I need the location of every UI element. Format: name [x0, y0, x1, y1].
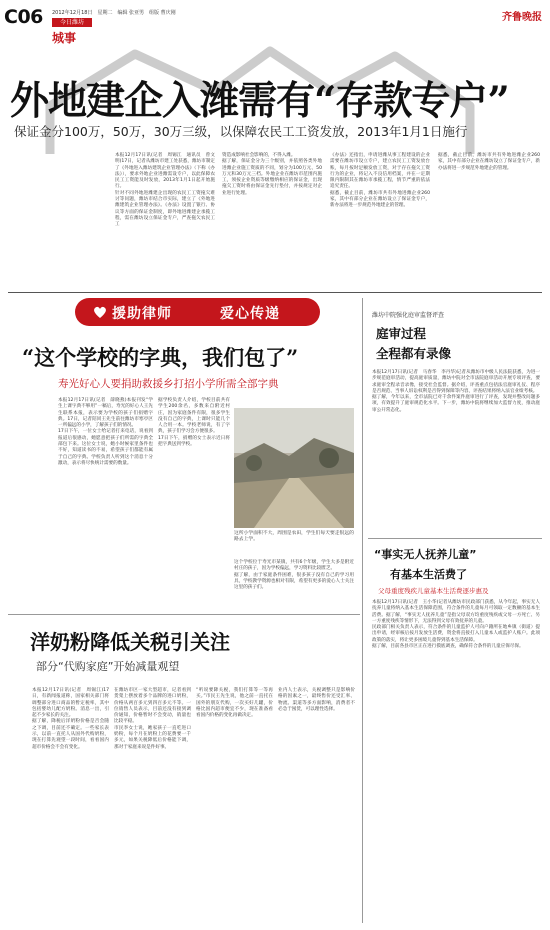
- story1-headline: 外地建企入潍需有“存款专户”: [10, 78, 509, 124]
- story1-col3-para2: 据悉，截止目前，潍坊市共有外地进潍企业260家，其中有部分企业在潍坊设立了保证金专户，新办法将进一步规范外地建企的管理。: [330, 190, 430, 209]
- story2-col2-para2: 17日下午，捐赠的女士表示近日将把字典送到学校。: [158, 435, 230, 448]
- story3-col1-para2: 据了解，降税后洋奶粉价格是否会随之下调，目前还不确定。一些家长表示，以前一直托人从国外代购奶粉，现在打算先观望一段时间，看看国内超市价格会不会有变化。: [32, 719, 109, 750]
- story1-col2-para2: 据了解，保证金分为三个级别，并依照各类外地进潍企业施工资质的不同，划分为100万元、50万元和30万元三档。外地企业在潍坊市范围内施工，须按企业资质等级缴纳相应的保证金，出现拖欠工资时将由保证金先行垫付，并按规定对企业进行处理。: [222, 159, 322, 196]
- story1-col1-para1: 本报12月17日讯(记者 周锡江 通讯员 曾文明)17日，记者从潍坊市建工处获悉，潍坊市制定了《外地进入潍坊建筑企业管理办法》（下称《办法》），要求外地企业进潍需设专户，以此保障农民工工资能及时发放，2013年1月1日起开始施行。: [115, 153, 215, 190]
- story3-column-2: [114, 688, 191, 751]
- side1-para1: 本报12月17日讯(记者 马春华 李丹华)记者从潍坊市中级人民法院获悉，为进一步规范庭审活动，提高庭审质量，潍坊中院对全市法院庭审活动开展专项评查，要求庭审全程录音录像，接受社会监督。据介绍，评查重点包括法官庭审礼仪、程序是否规范、当事人诉讼权利是否得到保障等内容，评查结果将纳入法官业绩考核。: [372, 370, 540, 394]
- story2-subhead: 寿光好心人要捐助救援乡打招小学所需全部字典: [58, 378, 279, 390]
- story2-column-2: [158, 398, 230, 448]
- story2-col1-para2: 17日下午，一位女士给记者打来电话，说看到报道后很感动，她愿意把孩子们所需的字典全部包下来。这位女士说，她小时候家里条件也不好，知道读书的不易，希望孩子们都能有属于自己的字典。学校负责人听到这个消息十分激动，表示将尽快统计需要的数量。: [58, 429, 153, 466]
- side2-para1: 本报12月17日讯(记者 王小华)记者从潍坊市民政部门获悉，从今年起，事实无人抚养儿童将纳入基本生活保障范围，符合条件的儿童每月可领取一定数额的基本生活费。据了解，“事实无人抚养儿童”是指父母双方均重度残疾或父母一方死亡、另一方重度残疾等情形下，无法得到父母有效抚养的儿童。: [372, 600, 540, 624]
- story1-col1-para2: 针对不同外地进潍建企出现的农民工工资拖欠难讨等问题，潍坊市结合市实际，建立了《外地进潍建筑企业管理办法》。《办法》设置了银行、协议等方面的保证金制度，即外地进潍建企承揽工程，需在潍坊设立保证金专户，严查拖欠农民工工: [115, 190, 215, 228]
- heart-icon: [92, 304, 108, 320]
- side1-headline-line2: 全程都有录像: [376, 346, 452, 361]
- sidebar-separator: [362, 298, 363, 923]
- story1-column-4: [438, 153, 540, 172]
- photo-caption: 这所小学面积不大，周围是农田，学生们每天要走很远的路去上学。: [234, 531, 354, 543]
- school-photo-image: [234, 408, 354, 528]
- side2-para2: 民政部门相关负责人表示，符合条件的儿童监护人可向户籍所在地乡镇（街道）提出申请，经审核后按月发放生活费，资金将直接打入儿童本人或监护人账户。此项政策的落实，将让更多困境儿童得到基本生活保障。: [372, 625, 540, 643]
- story3-col4-para1: 业内人士表示，关税调整只是影响价格的因素之一，最终售价还受汇率、物流、渠道等多方面影响，消费者不必急于囤货，可以理性选择。: [278, 688, 355, 712]
- side1-para2: 据了解，今年以来，全市法院已对千余件案件庭审进行了评查，发现并整改问题多项，有效提升了庭审规范化水平。下一步，潍坊中院将继续加大监督力度，推动庭审公开常态化。: [372, 395, 540, 413]
- story3-subhead: 部分“代购家庭”开始减量观望: [36, 660, 180, 673]
- side2-headline-line1: “事实无人抚养儿童”: [374, 548, 477, 561]
- page-code: C06: [4, 6, 43, 28]
- story3-column-4: [278, 688, 355, 713]
- story3-column-3: [196, 688, 273, 719]
- story1-column-1: [115, 153, 215, 229]
- side2-para3: 据了解，目前各县市区正在进行摸底调查，确保符合条件的儿童应保尽保。: [372, 644, 524, 650]
- story3-column-1: [32, 688, 109, 751]
- side2-subhead: 父母重度残疾儿童基本生活费逐步惠及: [378, 587, 489, 595]
- divider-after-story1: [8, 292, 542, 293]
- story2-column-3: [234, 560, 354, 591]
- story2-col2-para1: 据学校负责人介绍，学校目前共有学生200余名，多数来自附近村庄，因为家庭条件有限，很多学生没有自己的字典，上课时只能几个人合用一本。学校老师说，有了字典，孩子们学习会方便很多。: [158, 398, 230, 435]
- date-line: 2012年12月18日 星期二 编辑 张亚男 组版 曹庆刚: [52, 10, 176, 16]
- story2-col3-para1: 这个学校位于寿光市某镇，共有6个年级，学生大多是附近村庄的孩子，因为学校偏远，学习资料比较匮乏。: [234, 560, 354, 572]
- divider-after-story2: [8, 614, 360, 615]
- section-title: 城事: [52, 31, 77, 45]
- story1-column-2: [222, 153, 322, 197]
- school-photo: [234, 408, 354, 528]
- paper-logo: 齐鲁晚报: [502, 12, 542, 23]
- story3-headline: 洋奶粉降低关税引关注: [30, 630, 230, 654]
- story3-col1-para1: 本报12月17日讯(记者 周锡江)17日，有新闻报道称，国家相关部门将调整部分进口商品的暂定税率，其中包括婴幼儿配方奶粉。消息一出，引起不少家长的关注。: [32, 688, 109, 719]
- side1-body: [372, 370, 540, 414]
- story1-column-3: [330, 153, 430, 210]
- divider-side1-side2: [368, 538, 542, 539]
- story1-subhead: 保证金分100万，50万，30万三级，以保障农民工工资发放，2013年1月1日施行: [14, 124, 468, 139]
- side2-body: [372, 600, 540, 650]
- story1-col2-para1: 资造成影响社会影响的，不得入潍。: [222, 153, 296, 158]
- side1-kicker: 潍坊中院强化庭审监督评查: [372, 312, 445, 319]
- story3-col2-para2: 市民李女士说，她家孩子一直吃进口奶粉，每个月在奶粉上的花费要一千多元，如果关税降低后价格能下调，那对于家庭来说是件好事。: [114, 725, 191, 750]
- story3-col3-para1: “听说要降关税，我们打算等一等再买。”市民王先生说，他之前一直托在国外的朋友代购，一次买好几罐，价格比国内超市便宜不少，现在准备看看国内价格的变化再做决定。: [196, 688, 273, 719]
- side1-headline-line1: 庭审过程: [376, 326, 427, 341]
- story2-col1-para1: 本报12月17日讯(记者 薛晓燕)本报刊发“学生上课字典不够用”一稿后，寿光的好心人王先生联系本报，表示要为学校的孩子们捐赠字典。17日，记者陪同王先生前往潍坊市寒亭区一所偏远的小学，了解孩子们的情况。: [58, 398, 153, 429]
- banner-right-text: 爱心传递: [220, 306, 280, 322]
- banner-left-text: 援助律师: [112, 306, 172, 322]
- side2-headline-line2: 有基本生活费了: [390, 568, 467, 581]
- story2-col3-para2: 据了解，由于家庭条件困难，很多孩子没有自己的学习用具，学校教学资源也相对有限，希望有更多的爱心人士关注这里的孩子们。: [234, 572, 354, 591]
- story1-col4-para1: 据悉，截止目前，潍坊市共有外地进潍企业260家，其中有部分企业在潍坊设立了保证金专户，新办法将进一步规范外地建企的管理。: [438, 153, 540, 171]
- story3-col2-para1: 在潍坊市区一家大型超市，记者看到货架上摆放着多个品牌的进口奶粉，价格从两百多元到四百多元不等。一位销售人员表示，目前还没有接到调价通知，价格暂时不会变动，销量也比较平稳。: [114, 688, 191, 725]
- story2-headline: “这个学校的字典，我们包了”: [22, 345, 299, 370]
- story1-col3-para1: 《办法》还指出，申请进潍从事工程建设的企业需要在潍坊市设立专户，建立农民工工资发放台账，每月按时足额发放工资，对于存在拖欠工资行为的企业，将记入不良信用档案，并在一定期限内限制其在潍坊市承揽工程，情节严重的依法追究责任。: [330, 153, 430, 190]
- story2-column-1: [58, 398, 153, 467]
- section-tag: 今日潍坊: [52, 18, 92, 27]
